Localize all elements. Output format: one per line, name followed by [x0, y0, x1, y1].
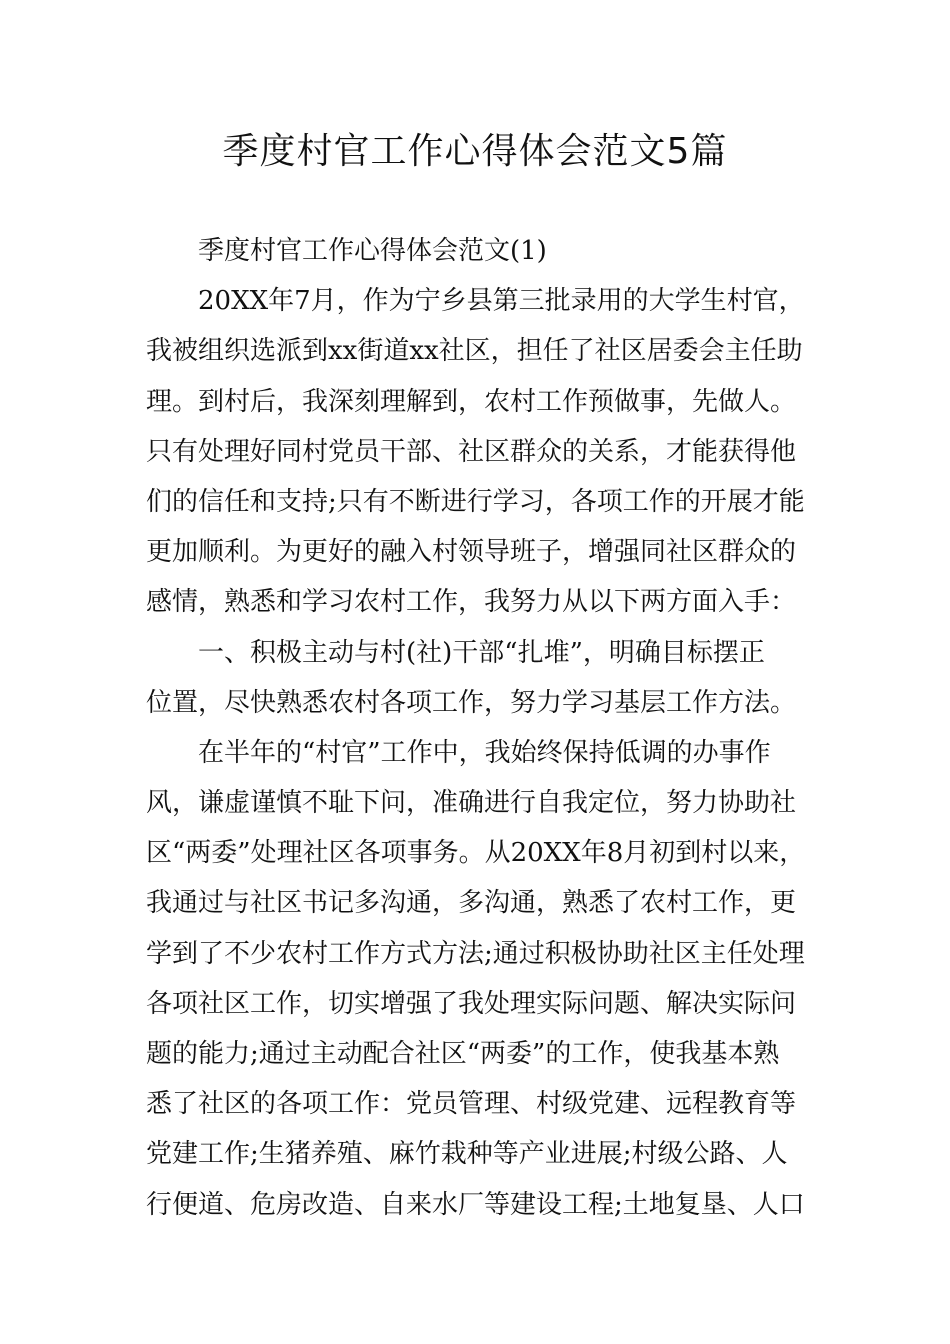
body-line: 各项社区工作，切实增强了我处理实际问题、解决实际问 — [146, 988, 797, 1019]
body-line: 我被组织选派到xx街道xx社区，担任了社区居委会主任助 — [146, 336, 803, 367]
body-line: 只有处理好同村党员干部、社区群众的关系，才能获得他 — [146, 436, 797, 467]
body-line: 学到了不少农村工作方式方法;通过积极协助社区主任处理 — [146, 938, 805, 969]
body-line: 我通过与社区书记多沟通，多沟通，熟悉了农村工作，更 — [146, 888, 797, 919]
body-line: 感情，熟悉和学习农村工作，我努力从以下两方面入手： — [146, 587, 797, 618]
body-line: 题的能力;通过主动配合社区“两委”的工作，使我基本熟 — [146, 1039, 780, 1069]
body-line: 们的信任和支持;只有不断进行学习，各项工作的开展才能 — [146, 486, 805, 517]
body-line: 悉了社区的各项工作：党员管理、村级党建、远程教育等 — [146, 1089, 797, 1120]
body-line: 风，谦虚谨慎不耻下问，准确进行自我定位，努力协助社 — [146, 788, 797, 819]
body-line: 位置，尽快熟悉农村各项工作，努力学习基层工作方法。 — [146, 687, 797, 718]
body-line: 理。到村后，我深刻理解到，农村工作预做事，先做人。 — [146, 386, 797, 417]
body-line: 在半年的“村官”工作中，我始终保持低调的办事作 — [198, 737, 771, 768]
body-line: 行便道、危房改造、自来水厂等建设工程;土地复垦、人口 — [146, 1189, 805, 1220]
body-line: 区“两委”处理社区各项事务。从20XX年8月初到村以来， — [146, 838, 806, 869]
body-line: 更加顺利。为更好的融入村领导班子，增强同社区群众的 — [146, 537, 797, 568]
body-line: 20XX年7月，作为宁乡县第三批录用的大学生村官， — [198, 286, 805, 317]
body-line: 党建工作;生猪养殖、麻竹栽种等产业进展;村级公路、人 — [146, 1139, 788, 1170]
body-line: 季度村官工作心得体会范文(1) — [198, 236, 547, 266]
body-line: 一、积极主动与村(社)干部“扎堆”，明确目标摆正 — [198, 637, 765, 668]
document-body — [146, 226, 836, 1230]
document-title: 季度村官工作心得体会范文5篇 — [222, 131, 728, 172]
